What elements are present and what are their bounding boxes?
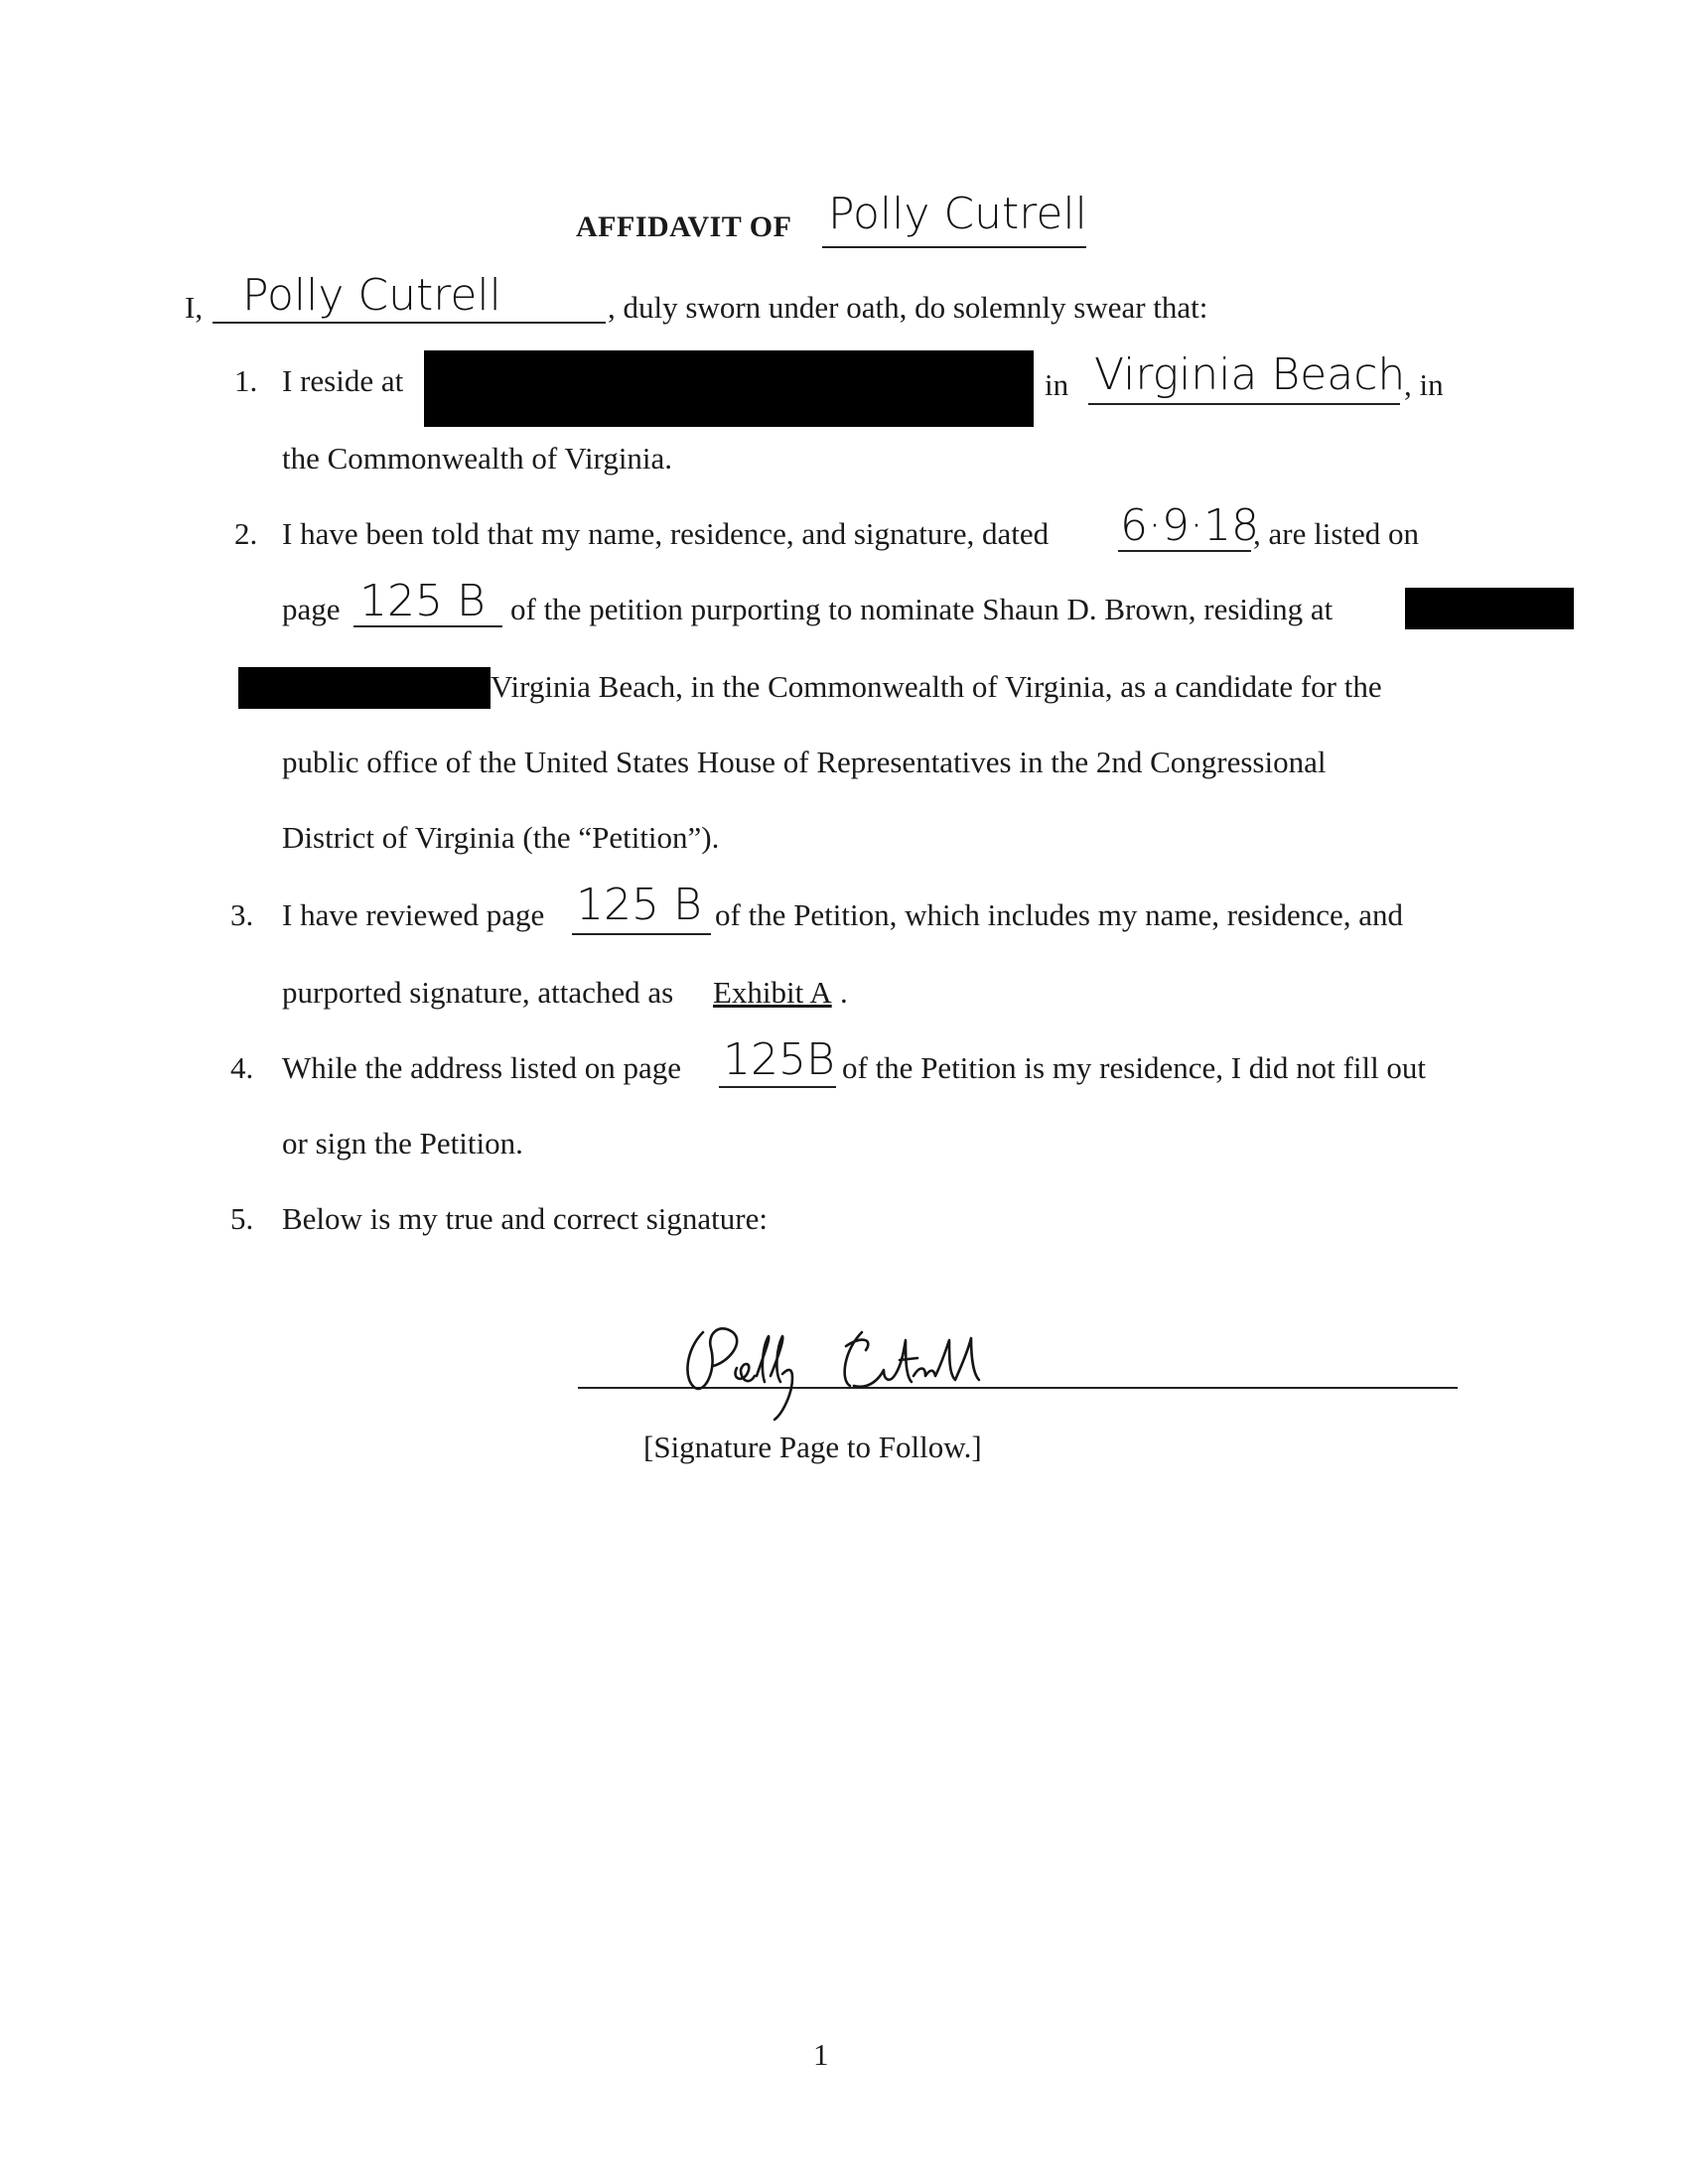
handwritten-page-3: 125B [723,1034,835,1085]
item-1-line-2: the Commonwealth of Virginia. [282,441,673,476]
item-1-number: 1. [234,363,258,398]
handwritten-intro-name: Polly Cutrell [242,270,501,321]
item-3-number: 3. [230,897,254,932]
exhibit-a-reference: Exhibit A [713,975,832,1010]
item-2-text-c: of the petition purporting to nominate Shaun D. Brown, residing at [510,592,1334,626]
item-3-text-b: of the Petition, which includes my name, residence, and [715,897,1404,932]
item-2-text-b: , are listed on [1253,516,1420,551]
item-2-text-a: I have been told that my name, residence, and signature, dated [282,516,1050,551]
item-1-text-a: I reside at [282,363,404,398]
page-blank-3 [719,1086,836,1088]
signature-page-note: [Signature Page to Follow.] [643,1430,982,1464]
item-3-period: . [840,975,848,1010]
item-4-text-a: While the address listed on page [282,1050,682,1085]
city-blank [1088,403,1400,405]
intro-prefix: I, [185,290,204,325]
handwritten-date: 6·9·18 [1120,500,1259,551]
intro-oath-text: , duly sworn under oath, do solemnly swear that: [608,290,1208,325]
page-blank-2 [572,933,711,935]
item-2-line-4: public office of the United States House of Representatives in the 2nd Congressional [282,745,1327,779]
item-4-line-2: or sign the Petition. [282,1126,523,1160]
redaction-candidate-address-1 [1405,588,1574,629]
item-4-text-b: of the Petition is my residence, I did not fill out [842,1050,1427,1085]
item-5-number: 5. [230,1201,254,1236]
page-number: 1 [813,2037,829,2072]
item-2-number: 2. [234,516,258,551]
affidavit-title: AFFIDAVIT OF [576,210,792,243]
redaction-candidate-address-2 [238,667,491,709]
redaction-address [424,350,1034,427]
item-1-text-c: , in [1404,367,1444,402]
handwritten-page-1: 125 B [359,576,486,626]
handwritten-city: Virginia Beach [1094,349,1406,400]
item-1-text-b: in [1045,367,1069,402]
item-3-text-c: purported signature, attached as [282,975,674,1010]
item-5-text: Below is my true and correct signature: [282,1201,768,1236]
item-3-text-a: I have reviewed page [282,897,545,932]
item-2-line-3: Virginia Beach, in the Commonwealth of Virginia, as a candidate for the [491,669,1382,704]
handwritten-page-2: 125 B [576,880,702,930]
item-2-page-label: page [282,592,341,626]
title-name-blank [822,246,1086,248]
handwritten-title-name: Polly Cutrell [828,189,1087,239]
cursive-signature [675,1310,1003,1430]
item-4-number: 4. [230,1050,254,1085]
intro-name-blank [212,322,606,324]
item-2-line-5: District of Virginia (the “Petition”). [282,820,720,855]
